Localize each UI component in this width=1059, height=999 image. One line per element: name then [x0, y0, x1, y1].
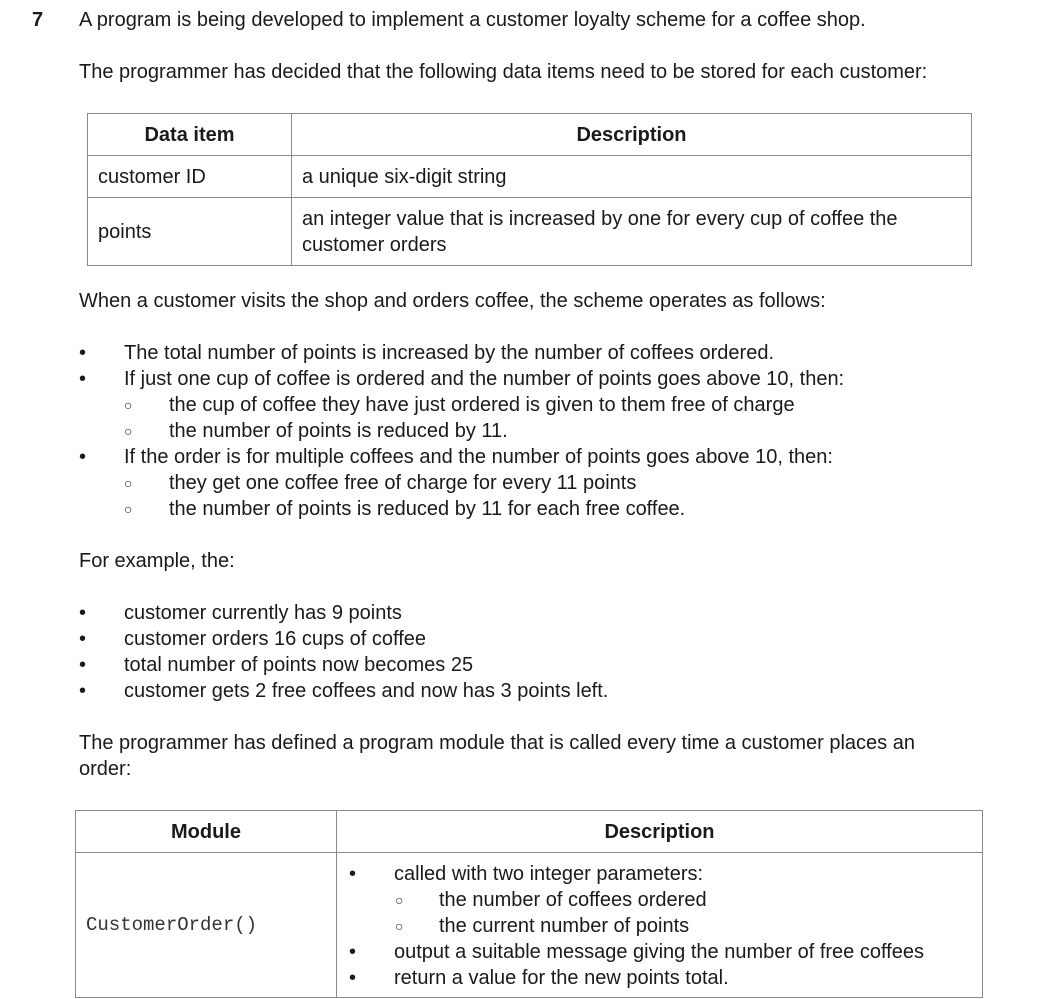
header-module: Module — [76, 811, 337, 853]
scheme-bullet: If just one cup of coffee is ordered and the number of points goes above 10, then: — [124, 368, 845, 390]
description-line: an integer value that is increased by one for every cup of coffee the — [302, 207, 898, 230]
description-cell — [292, 198, 972, 266]
scheme-sub-bullet: the cup of coffee they have just ordered is given to them free of charge — [169, 394, 795, 416]
scheme-bullet: The total number of points is increased by the number of coffees ordered. — [124, 342, 774, 364]
sub-bullet-icon: ○ — [395, 892, 404, 908]
module-bullet: called with two integer parameters: — [394, 863, 704, 885]
table-header-row — [88, 114, 972, 156]
header-data-item: Data item — [88, 114, 292, 156]
bullet-icon: • — [79, 446, 87, 468]
scheme-sub-bullet: the number of points is reduced by 11. — [169, 420, 508, 442]
bullet-icon: • — [79, 342, 87, 364]
sub-bullet-icon: ○ — [124, 397, 133, 413]
example-bullet: customer gets 2 free coffees and now has 3 points left. — [124, 680, 609, 702]
module-table — [75, 810, 983, 998]
module-name-cell: CustomerOrder() — [76, 853, 337, 998]
header-description: Description — [292, 114, 972, 156]
table-row — [88, 156, 972, 198]
scheme-sub-bullet: the number of points is reduced by 11 for each free coffee. — [169, 498, 686, 520]
question-number: 7 — [32, 9, 44, 31]
description-line: customer orders — [302, 233, 447, 256]
example-intro: For example, the: — [79, 550, 235, 572]
module-description-cell — [337, 853, 983, 998]
bullet-icon: • — [79, 602, 87, 624]
bullet-icon: • — [349, 967, 357, 989]
sub-bullet-icon: ○ — [395, 918, 404, 934]
sub-bullet-icon: ○ — [124, 423, 133, 439]
scheme-sub-bullet: they get one coffee free of charge for every 11 points — [169, 472, 637, 494]
bullet-icon: • — [349, 863, 357, 885]
module-param: the number of coffees ordered — [439, 889, 707, 911]
sub-bullet-icon: ○ — [124, 501, 133, 517]
table-row — [76, 853, 983, 998]
description-cell: a unique six-digit string — [292, 156, 972, 198]
bullet-icon: • — [79, 680, 87, 702]
table-header-row — [76, 811, 983, 853]
bullet-icon: • — [79, 628, 87, 650]
module-param: the current number of points — [439, 915, 690, 937]
bullet-icon: • — [79, 368, 87, 390]
header-description: Description — [337, 811, 983, 853]
module-bullet: output a suitable message giving the number of free coffees — [394, 941, 924, 963]
table-row — [88, 198, 972, 266]
module-bullet: return a value for the new points total. — [394, 967, 729, 989]
data-items-table — [87, 113, 972, 266]
example-bullet: customer orders 16 cups of coffee — [124, 628, 427, 650]
scheme-bullet: If the order is for multiple coffees and the number of points goes above 10, then: — [124, 446, 833, 468]
example-bullet: total number of points now becomes 25 — [124, 654, 474, 676]
question-intro: A program is being developed to implement a customer loyalty scheme for a coffee shop. — [79, 9, 866, 31]
data-items-intro: The programmer has decided that the following data items need to be stored for each customer: — [79, 61, 928, 83]
sub-bullet-icon: ○ — [124, 475, 133, 491]
bullet-icon: • — [79, 654, 87, 676]
bullet-icon: • — [349, 941, 357, 963]
module-intro-continued: order: — [79, 758, 132, 780]
scheme-intro: When a customer visits the shop and orders coffee, the scheme operates as follows: — [79, 290, 826, 312]
data-item-cell: points — [88, 198, 292, 266]
example-bullet: customer currently has 9 points — [124, 602, 402, 624]
data-item-cell: customer ID — [88, 156, 292, 198]
module-intro: The programmer has defined a program module that is called every time a customer places an — [79, 732, 915, 754]
